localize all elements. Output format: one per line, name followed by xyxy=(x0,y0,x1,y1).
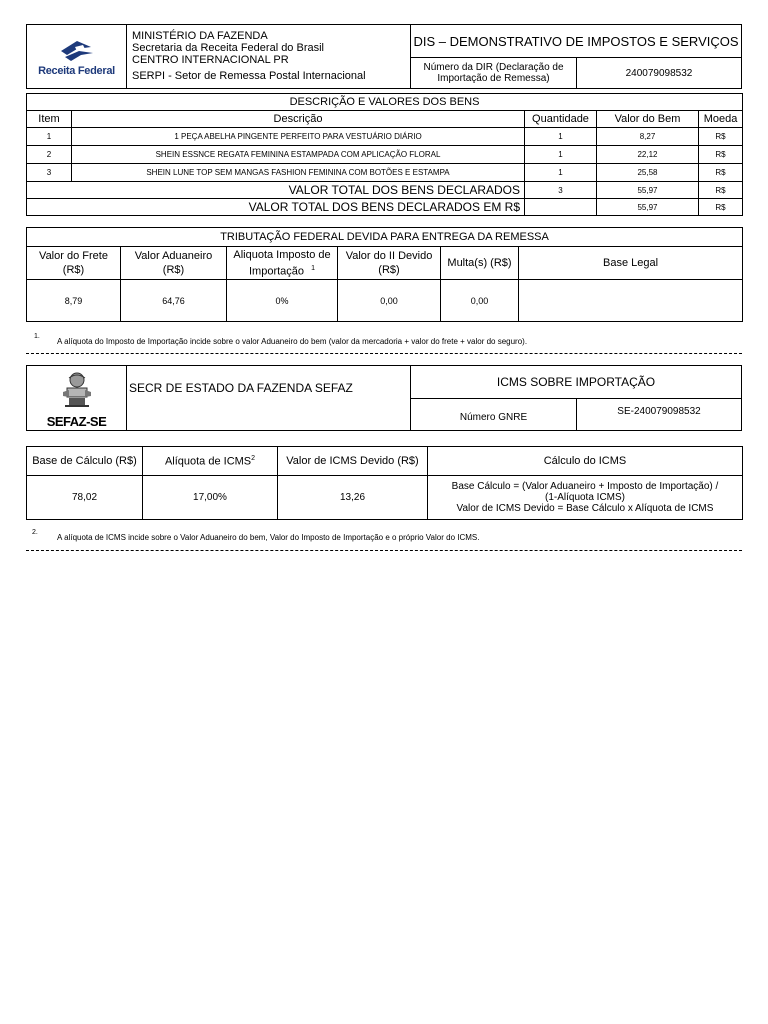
icms-table xyxy=(26,446,743,520)
goods-header-description: Descrição xyxy=(72,111,525,128)
goods-total-brl-label: VALOR TOTAL DOS BENS DECLARADOS EM R$ xyxy=(27,199,525,216)
row-item: 2 xyxy=(27,146,72,164)
sefaz-org: SECR DE ESTADO DA FAZENDA SEFAZ xyxy=(126,365,411,431)
table-row xyxy=(27,164,743,182)
row-quantity: 1 xyxy=(525,128,597,146)
row-description: SHEIN LUNE TOP SEM MANGAS FASHION FEMININA COM BOTÕES E ESTAMPA xyxy=(72,164,525,182)
table-row xyxy=(27,146,743,164)
dir-label-box xyxy=(410,57,577,89)
federal-section-title: TRIBUTAÇÃO FEDERAL DEVIDA PARA ENTREGA DA REMESSA xyxy=(27,228,743,247)
goods-total-value: 55,97 xyxy=(597,182,699,199)
divider-dashed-1 xyxy=(26,353,742,354)
goods-total-qty: 3 xyxy=(525,182,597,199)
icms-header-due: Valor de ICMS Devido (R$) xyxy=(278,447,428,476)
goods-section-title: DESCRIÇÃO E VALORES DOS BENS xyxy=(27,94,743,111)
icms-base-value: 78,02 xyxy=(27,476,143,520)
federal-header-freight-line1: Valor do Frete xyxy=(39,250,108,262)
org-info-box xyxy=(126,24,411,89)
row-item: 3 xyxy=(27,164,72,182)
icms-header-rate-label: Alíquota de ICMS xyxy=(164,455,252,468)
row-item: 1 xyxy=(27,128,72,146)
footnote-1-text: A alíquota do Imposto de Importação incide sobre o valor Aduaneiro do bem (valor da mercadoria + valor do frete + valor do seguro). xyxy=(57,337,528,346)
org-line-secretariat: Secretaria da Receita Federal do Brasil xyxy=(132,42,324,54)
goods-header-item: Item xyxy=(27,111,72,128)
goods-header-quantity: Quantidade xyxy=(525,111,597,128)
federal-header-legal: Base Legal xyxy=(519,247,743,280)
footnote-2-text: A alíquota de ICMS incide sobre o Valor Aduaneiro do bem, Valor do Imposto de Importação e o próprio Valor do ICMS. xyxy=(57,533,480,542)
federal-header-ii-line2: (R$) xyxy=(378,264,400,276)
sefaz-emblem-icon xyxy=(59,370,95,410)
gnre-label: Número GNRE xyxy=(410,398,577,431)
footnote-1-number: 1. xyxy=(34,333,40,340)
sefaz-logo-text: SEFAZ-SE xyxy=(46,414,107,429)
row-value: 8,27 xyxy=(597,128,699,146)
federal-fine-value: 0,00 xyxy=(441,280,519,322)
icms-calc-formula xyxy=(428,476,743,520)
icms-calc-line2: (1-Alíquota ICMS) xyxy=(544,492,626,503)
federal-freight-value: 8,79 xyxy=(27,280,121,322)
federal-header-rate-line1: Aliquota Imposto de xyxy=(233,248,331,261)
federal-rate-value: 0% xyxy=(227,280,338,322)
footnote-2-number: 2. xyxy=(32,529,38,536)
org-line-center: CENTRO INTERNACIONAL PR xyxy=(132,54,289,66)
org-line-serpi: SERPI - Setor de Remessa Postal Internacional xyxy=(132,70,366,82)
federal-header-freight-line2: (R$) xyxy=(62,264,85,276)
icms-header-rate xyxy=(143,447,278,476)
federal-tax-table xyxy=(26,227,743,322)
federal-legal-value xyxy=(519,280,743,322)
federal-header-customs-line2: (R$) xyxy=(162,264,185,276)
table-row xyxy=(27,128,743,146)
icms-calc-line3: Valor de ICMS Devido = Base Cálculo x Alíquota de ICMS xyxy=(456,503,714,514)
federal-header-ii-line1: Valor do II Devido xyxy=(345,250,433,262)
federal-ii-value: 0,00 xyxy=(338,280,441,322)
goods-table xyxy=(26,93,743,216)
federal-header-fine: Multa(s) (R$) xyxy=(441,247,519,280)
divider-dashed-2 xyxy=(26,550,742,551)
gnre-number: SE-240079098532 xyxy=(576,398,742,431)
dir-label-line1: Número da DIR (Declaração de xyxy=(423,62,564,73)
icms-header-base: Base de Cálculo (R$) xyxy=(27,447,143,476)
federal-header-customs-line1: Valor Aduaneiro xyxy=(134,250,213,262)
goods-header-currency: Moeda xyxy=(699,111,743,128)
row-currency: R$ xyxy=(699,128,743,146)
goods-total-brl-currency: R$ xyxy=(699,199,743,216)
org-line-ministry: MINISTÉRIO DA FAZENDA xyxy=(132,30,268,42)
doc-title: DIS – DEMONSTRATIVO DE IMPOSTOS E SERVIÇOS xyxy=(410,24,742,58)
federal-header-rate-footnote: 1 xyxy=(311,264,315,272)
receita-logo-text: Receita Federal xyxy=(38,65,115,77)
icms-title: ICMS SOBRE IMPORTAÇÃO xyxy=(410,365,742,399)
federal-header-customs xyxy=(121,247,227,280)
row-value: 25,58 xyxy=(597,164,699,182)
row-quantity: 1 xyxy=(525,146,597,164)
federal-header-ii xyxy=(338,247,441,280)
federal-header-rate-line2: Importação xyxy=(249,265,305,278)
dir-label-line2: Importação de Remessa) xyxy=(437,73,550,84)
icms-header-calc: Cálculo do ICMS xyxy=(428,447,743,476)
goods-total-brl-empty xyxy=(525,199,597,216)
icms-due-value: 13,26 xyxy=(278,476,428,520)
receita-logo-box xyxy=(26,24,127,89)
goods-total-currency: R$ xyxy=(699,182,743,199)
row-currency: R$ xyxy=(699,146,743,164)
sefaz-logo-box xyxy=(26,365,127,431)
row-value: 22,12 xyxy=(597,146,699,164)
row-description: SHEIN ESSNCE REGATA FEMININA ESTAMPADA COM APLICAÇÃO FLORAL xyxy=(72,146,525,164)
row-description: 1 PEÇA ABELHA PINGENTE PERFEITO PARA VESTUÁRIO DIÁRIO xyxy=(72,128,525,146)
row-currency: R$ xyxy=(699,164,743,182)
goods-total-label: VALOR TOTAL DOS BENS DECLARADOS xyxy=(27,182,525,199)
goods-total-brl-value: 55,97 xyxy=(597,199,699,216)
dir-number: 240079098532 xyxy=(576,57,742,89)
federal-customs-value: 64,76 xyxy=(121,280,227,322)
receita-federal-emblem-icon xyxy=(57,39,97,65)
goods-header-value: Valor do Bem xyxy=(597,111,699,128)
federal-header-freight xyxy=(27,247,121,280)
icms-calc-line1: Base Cálculo = (Valor Aduaneiro + Imposto de Importação) / xyxy=(451,481,719,492)
icms-rate-value: 17,00% xyxy=(143,476,278,520)
federal-header-rate xyxy=(227,247,338,280)
icms-header-rate-footnote: 2 xyxy=(251,454,256,462)
row-quantity: 1 xyxy=(525,164,597,182)
